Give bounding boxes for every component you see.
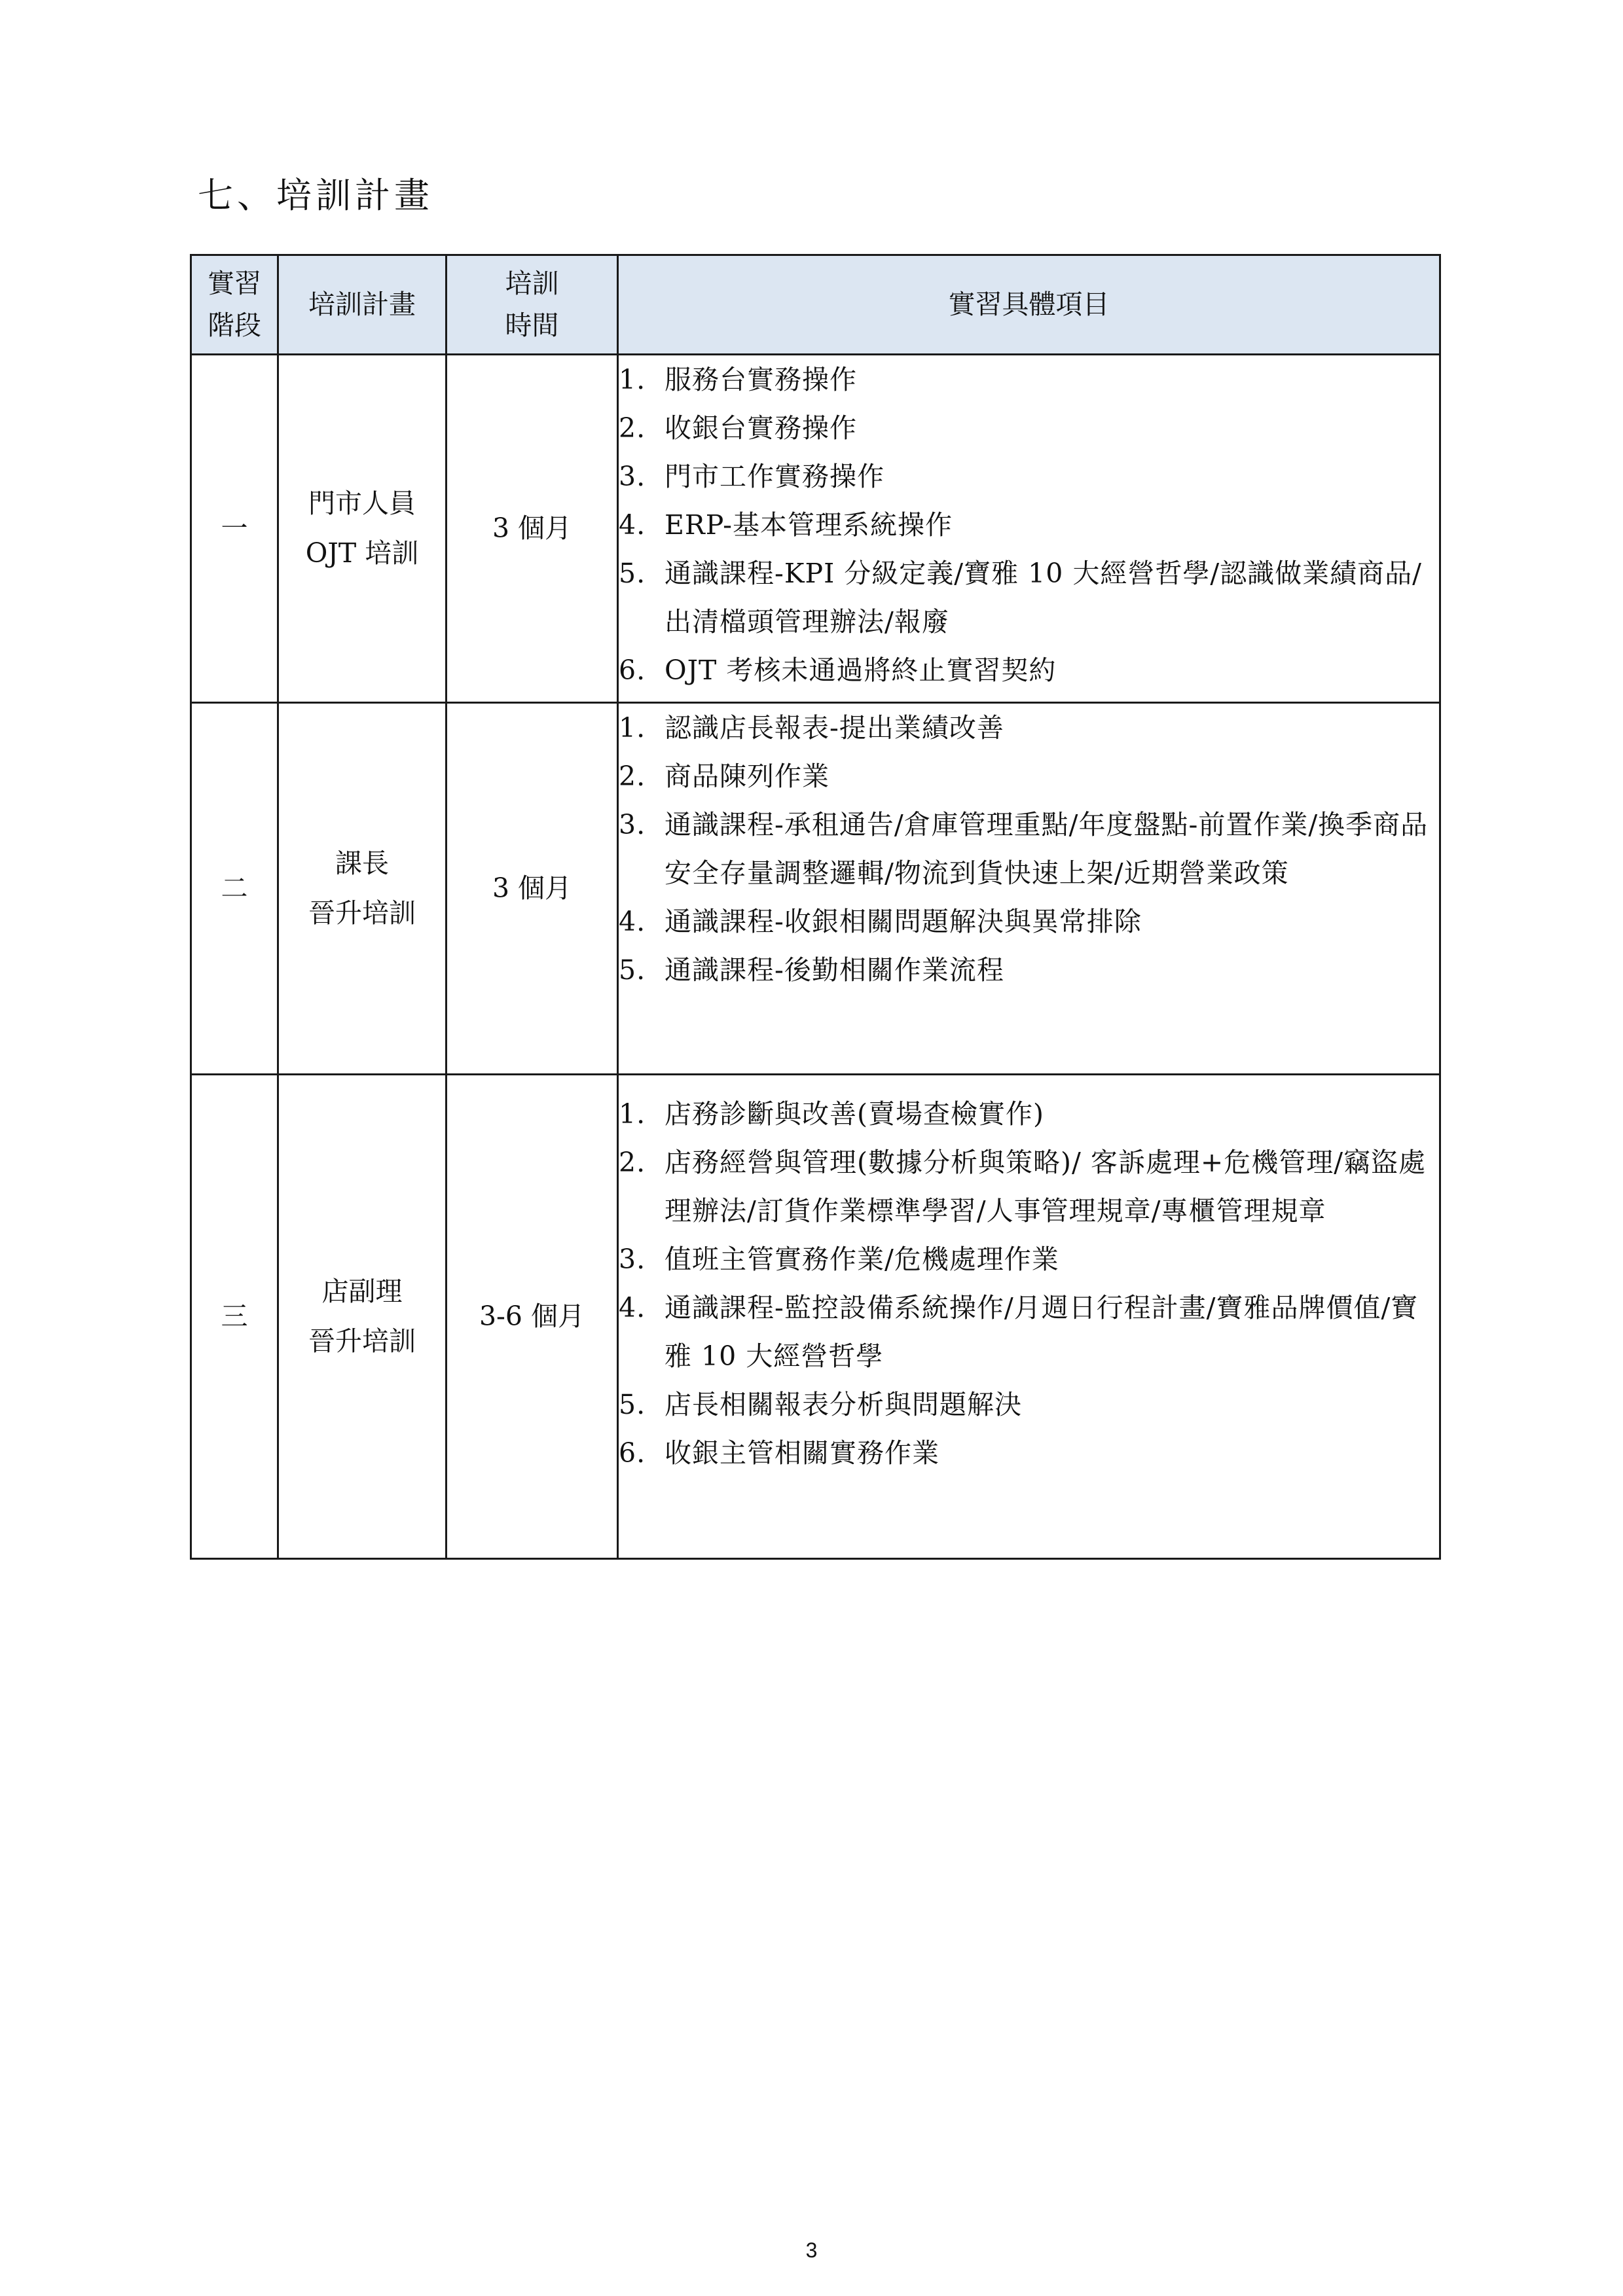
item-text: 門市工作實務操作 [665, 461, 884, 492]
item-text: 通識課程-KPI 分級定義/寶雅 10 大經營哲學/認識做業績商品/出清檔頭管理辦法/報廢 [665, 558, 1422, 637]
item-number: 5. [619, 558, 646, 589]
plan-line-2: 晉升培訓 [308, 897, 416, 929]
plan-line-1: 門市人員 [308, 487, 416, 519]
item-number: 6. [619, 655, 646, 686]
header-plan-label: 培訓計畫 [308, 288, 416, 320]
items-cell [618, 1075, 1440, 1559]
item-text: 收銀主管相關實務作業 [665, 1437, 939, 1469]
item-text: 商品陳列作業 [665, 761, 830, 792]
item-number: 6. [619, 1437, 646, 1469]
list-item [619, 1283, 1439, 1380]
item-number: 2. [619, 1147, 646, 1178]
item-number: 1. [619, 712, 646, 744]
header-time-line-1: 培訓 [505, 267, 559, 299]
plan-line-1: 店副理 [321, 1275, 403, 1307]
table-header-row [191, 255, 1440, 355]
time-cell: 3 個月 [447, 703, 618, 1075]
header-items-label: 實習具體項目 [948, 288, 1110, 320]
item-text: OJT 考核未通過將終止實習契約 [665, 655, 1057, 686]
header-stage-line-1: 實習 [208, 267, 261, 299]
stage-cell: 三 [191, 1075, 278, 1559]
item-text: 值班主管實務作業/危機處理作業 [665, 1244, 1059, 1275]
item-list [619, 355, 1439, 694]
list-item [619, 897, 1439, 946]
plan-cell [278, 355, 447, 703]
time-cell: 3 個月 [447, 355, 618, 703]
list-item [619, 800, 1439, 897]
time-cell: 3-6 個月 [447, 1075, 618, 1559]
list-item [619, 1235, 1439, 1283]
plan-line-2: OJT 培訓 [305, 537, 419, 569]
list-item [619, 1090, 1439, 1138]
list-item [619, 946, 1439, 994]
table-row [191, 355, 1440, 703]
item-text: 通識課程-收銀相關問題解決與異常排除 [665, 906, 1142, 937]
stage-cell: 二 [191, 703, 278, 1075]
table-row [191, 703, 1440, 1075]
item-number: 2. [619, 412, 646, 444]
item-number: 1. [619, 1098, 646, 1130]
item-number: 2. [619, 761, 646, 792]
item-text: ERP-基本管理系統操作 [665, 509, 953, 541]
list-item [619, 1380, 1439, 1429]
items-cell [618, 703, 1440, 1075]
item-number: 4. [619, 1292, 646, 1323]
item-text: 通識課程-承租通告/倉庫管理重點/年度盤點-前置作業/換季商品安全存量調整邏輯/物流到貨快速上架/近期營業政策 [665, 809, 1429, 889]
items-cell [618, 355, 1440, 703]
item-text: 通識課程-監控設備系統操作/月週日行程計畫/寶雅品牌價值/寶雅 10 大經營哲學 [665, 1292, 1419, 1372]
item-number: 3. [619, 461, 646, 492]
list-item [619, 549, 1439, 646]
item-list [619, 1090, 1439, 1477]
training-plan-table [190, 254, 1441, 1560]
list-item [619, 1429, 1439, 1477]
header-items [618, 255, 1440, 355]
item-number: 1. [619, 364, 646, 395]
plan-line-1: 課長 [335, 847, 389, 879]
item-number: 3. [619, 1244, 646, 1275]
header-time [447, 255, 618, 355]
list-item [619, 355, 1439, 404]
page-number: 3 [805, 2238, 818, 2262]
stage-cell: 一 [191, 355, 278, 703]
item-number: 4. [619, 906, 646, 937]
list-item [619, 704, 1439, 752]
table-row [191, 1075, 1440, 1559]
item-number: 4. [619, 509, 646, 541]
header-plan [278, 255, 447, 355]
item-text: 收銀台實務操作 [665, 412, 857, 444]
plan-line-2: 晉升培訓 [308, 1325, 416, 1357]
header-stage-line-2: 階段 [208, 309, 261, 341]
section-title: 七、培訓計畫 [198, 175, 433, 216]
list-item [619, 1138, 1439, 1235]
item-text: 服務台實務操作 [665, 364, 857, 395]
item-text: 店務診斷與改善(賣場查檢實作) [665, 1098, 1044, 1130]
list-item [619, 501, 1439, 549]
header-time-line-2: 時間 [505, 309, 559, 341]
item-text: 通識課程-後勤相關作業流程 [665, 954, 1004, 986]
list-item [619, 452, 1439, 501]
item-number: 3. [619, 809, 646, 840]
header-stage [191, 255, 278, 355]
item-list [619, 704, 1439, 994]
list-item [619, 752, 1439, 800]
item-text: 認識店長報表-提出業績改善 [665, 712, 1004, 744]
plan-cell [278, 1075, 447, 1559]
plan-cell [278, 703, 447, 1075]
item-text: 店務經營與管理(數據分析與策略)/ 客訴處理+危機管理/竊盜處理辦法/訂貨作業標準學習/人事管理規章/專櫃管理規章 [665, 1147, 1427, 1227]
list-item [619, 646, 1439, 694]
item-number: 5. [619, 1389, 646, 1420]
list-item [619, 404, 1439, 452]
item-text: 店長相關報表分析與問題解決 [665, 1389, 1022, 1420]
item-number: 5. [619, 954, 646, 986]
